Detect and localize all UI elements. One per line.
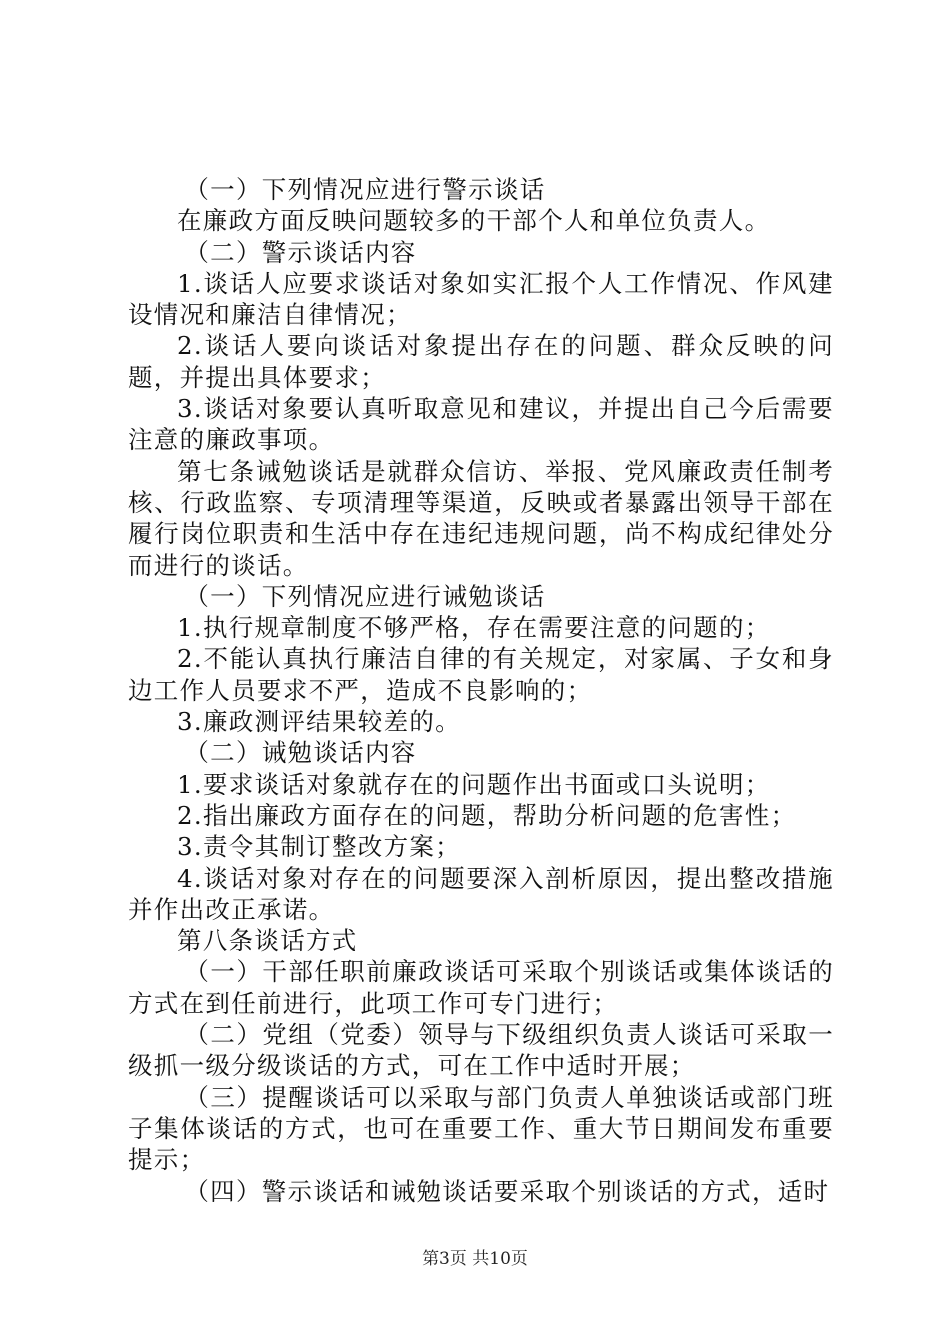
paragraph: （一）下列情况应进行诫勉谈话 (184, 581, 546, 611)
paragraph: 3.谈话对象要认真听取意见和建议，并提出自己今后需要注意的廉政事项。 (128, 394, 834, 455)
paragraph: （一）干部任职前廉政谈话可采取个别谈话或集体谈话的方式在到任前进行，此项工作可专门进行； (128, 957, 834, 1018)
paragraph: 2.指出廉政方面存在的问题，帮助分析问题的危害性； (177, 800, 797, 830)
paragraph: （二）党组（党委）领导与下级组织负责人谈话可采取一级抓一级分级谈话的方式，可在工作中适时开展； (128, 1020, 834, 1081)
paragraph: （二）警示谈话内容 (184, 237, 417, 267)
paragraph: 2.谈话人要向谈话对象提出存在的问题、群众反映的问题，并提出具体要求； (128, 331, 834, 392)
page-number-footer: 第3页 共10页 (422, 1249, 528, 1269)
paragraph: 2.不能认真执行廉洁自律的有关规定，对家属、子女和身边工作人员要求不严，造成不良影响的； (128, 644, 834, 705)
paragraph: 4.谈话对象对存在的问题要深入剖析原因，提出整改措施并作出改正承诺。 (128, 863, 834, 924)
paragraph: 3.责令其制订整改方案； (177, 832, 461, 862)
paragraph: 在廉政方面反映问题较多的干部个人和单位负责人。 (177, 206, 771, 236)
paragraph: （二）诫勉谈话内容 (184, 738, 417, 768)
paragraph: （一）下列情况应进行警示谈话 (184, 175, 546, 204)
paragraph: （四）警示谈话和诫勉谈话要采取个别谈话的方式，适时 (184, 1176, 830, 1206)
paragraph: 1.要求谈话对象就存在的问题作出书面或口头说明； (177, 769, 771, 799)
paragraph: （三）提醒谈话可以采取与部门负责人单独谈话或部门班子集体谈话的方式，也可在重要工作、重大节日期间发布重要提示； (128, 1082, 834, 1175)
paragraph: 1.执行规章制度不够严格，存在需要注意的问题的； (177, 613, 771, 643)
paragraph: 第七条诫勉谈话是就群众信访、举报、党风廉政责任制考核、行政监察、专项清理等渠道，反映或者暴露出领导干部在履行岗位职责和生活中存在违纪违规问题，尚不构成纪律处分而进行的谈话。 (128, 456, 834, 580)
paragraph: 3.廉政测评结果较差的。 (177, 707, 461, 737)
document-body (128, 174, 834, 1207)
paragraph: 1.谈话人应要求谈话对象如实汇报个人工作情况、作风建设情况和廉洁自律情况； (128, 268, 834, 330)
paragraph: 第八条谈话方式 (177, 926, 358, 956)
